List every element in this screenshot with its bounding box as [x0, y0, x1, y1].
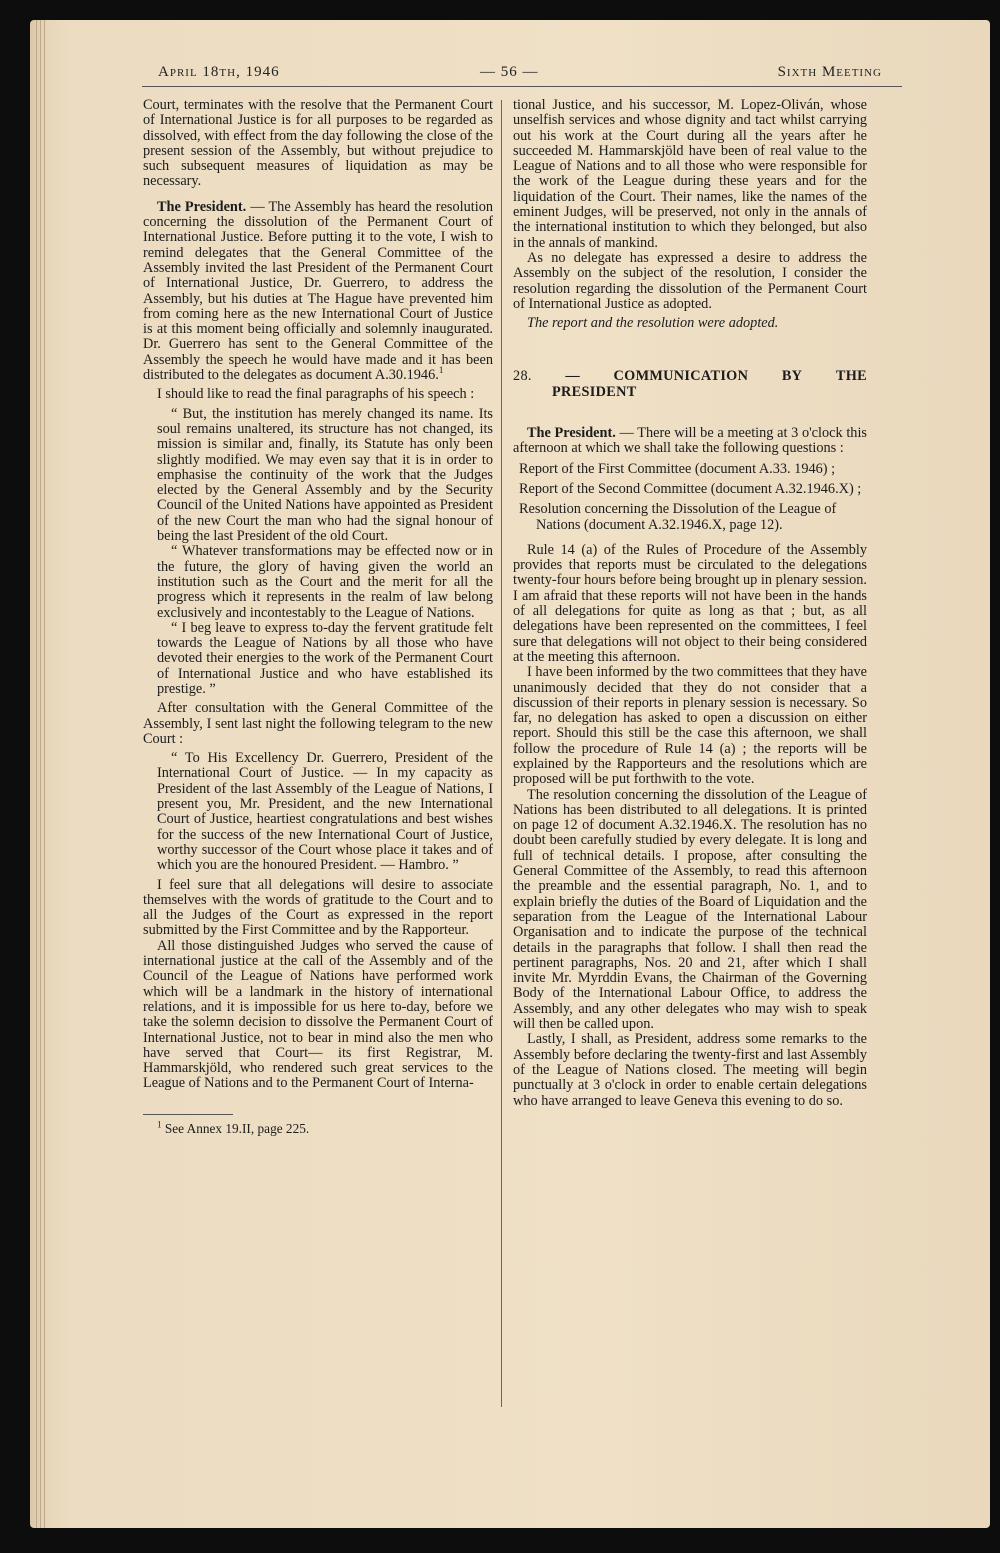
paragraph: All those distinguished Judges who served the cause of international justice at the call of the Assembly and of the Council of the League of Nations have performed work which will be a landmark in the history of international relations, and it is impossible for us here to-day, before we take the solemn decision to dissolve the Permanent Court of International Justice, not to bear in mind also the men who have served that Court— its first Registrar, M. Hammarskjöld, who rendered such great services to the League of Nations and to the Permanent Court of Interna-: [143, 937, 493, 1092]
paragraph: Court, terminates with the resolve that the Permanent Court of International Justice is for all purposes to be regarded as dissolved, with effect from the day following the close of the present session of the Assembly, but without prejudice to such subsequent measures of liquidation as may be necessary.: [143, 97, 493, 190]
quote-paragraph: “ To His Excellency Dr. Guerrero, President of the International Court of Justice. — In my capacity as President of the last Assembly of the League of Nations, I present you, Mr. President, and the new International Court of Justice, heartiest congratulations and best wishes for the success of the new International Court of Justice, worthy successor of the Court whose place it takes and of which you are the honoured President. — Hambro. ”: [157, 750, 493, 874]
column-divider: [501, 100, 502, 1407]
section-title-word: COMMUNICATION: [613, 368, 749, 385]
paragraph-text: — The Assembly has heard the resolution concerning the dissolution of the Permanent Court of International Justice. Before putting it to the vote, I wish to remind delegates that the General Committee of the Assembly invited the last President of the Permanent Court of International Justice, Dr. Guerrero, to address the Assembly, but his duties at The Hague have prevented him from coming here as the new International Court of Justice is at this moment being officially and solemnly inaugurated. Dr. Guerrero has sent to the General Committee of the Assembly the speech he would have made and it has been distributed to the delegates as document A.30.1946.: [143, 198, 493, 384]
paragraph: The resolution concerning the dissolution of the League of Nations has been distributed to all delegations. It is printed on page 12 of document A.32.1946.X. The resolution has no doubt been carefully studied by every delegate. It is long and full of technical details. I propose, after consulting the General Committee of the Assembly, to read this afternoon the preamble and the essential paragraph, No. 1, and to explain briefly the duties of the Board of Liquidation and the separation from the League of the International Labour Organisation and to indicate the purpose of the technical details in the paragraphs that follow. I shall then read the pertinent paragraphs, Nos. 20 and 21, after which I shall invite Mr. Myrddin Evans, the Chairman of the Governing Body of the International Labour Office, to address the Assembly, and any other delegates who may wish to speak will then be called upon.: [513, 786, 867, 1033]
section-title-word: BY: [781, 368, 803, 385]
page-edge-line: [36, 20, 37, 1528]
page-edge-line: [44, 20, 45, 1528]
speaker-name: The President.: [527, 425, 616, 442]
quote-paragraph: “ But, the institution has merely changed its name. Its soul remains unaltered, its structure has not changed, its mission is similar and, finally, its Statute has only been slightly modified. We may even say that it is in order to emphasise the continuity of the work that the Judges elected by the General Assembly and by the Security Council of the United Nations have appointed as President of the new Court the man who had the signal honour of being the last President of the old Court.: [157, 405, 493, 545]
agenda-item: Report of the Second Committee (document A.32.1946.X) ;: [519, 480, 862, 497]
footnote: [143, 1121, 493, 1136]
paragraph: After consultation with the General Committee of the Assembly, I sent last night the following telegram to the new Court :: [143, 700, 493, 747]
section-number: 28.: [513, 368, 532, 385]
agenda-item: Resolution concerning the Dissolution of the League of Nations (document A.32.1946.X, page 12).: [519, 501, 837, 533]
paragraph-text: — There will be a meeting at 3 o'clock this afternoon at which we shall take the following questions :: [513, 425, 867, 457]
header-rule: [142, 86, 902, 87]
paragraph: tional Justice, and his successor, M. Lopez-Oliván, whose unselfish services and whose dignity and tact whilst carrying out his work at the Court during all the years after he succeeded M. Hammarskjöld have been of real value to the League of Nations and to all those who were responsible for the work of the League during these years and for the liquidation of the Court. Their names, like the names of the eminent Judges, will be preserved, not only in the annals of the international institution to which they belonged, but also in the annals of mankind.: [513, 97, 867, 251]
footnote-rule: [143, 1114, 233, 1115]
paragraph: Rule 14 (a) of the Rules of Procedure of the Assembly provides that reports must be circulated to the delegations twenty-four hours before being brought up in plenary session. I am afraid that these reports will not have been in the hands of all delegations for quite as long as that ; but, as all delegations have been represented on the committees, I feel sure that delegations will not object to their being considered at the meeting this afternoon.: [513, 541, 867, 665]
paragraph: I feel sure that all delegations will desire to associate themselves with the words of gratitude to the Court and to all the Judges of the Court as expressed in the report submitted by the First Committee and by the Rapporteur.: [143, 876, 493, 939]
quote-paragraph: “ I beg leave to express to-day the fervent gratitude felt towards the League of Nations by all those who have devoted their energies to the work of the Permanent Court of International Justice and who have established its prestige. ”: [157, 619, 493, 697]
section-dash: —: [565, 368, 580, 385]
header-page-number: — 56 —: [480, 64, 539, 80]
paragraph: Lastly, I shall, as President, address some remarks to the Assembly before declaring the twenty-first and last Assembly of the League of Nations closed. The meeting will begin punctually at 3 o'clock in order to enable certain delegations who have arranged to leave Geneva this evening to do so.: [513, 1031, 867, 1109]
right-column: [513, 98, 867, 1109]
page-edge-line: [40, 20, 41, 1528]
adoption-note: The report and the resolution were adopted.: [527, 315, 779, 332]
paragraph: [143, 200, 493, 384]
quoted-speech: [143, 407, 493, 698]
paragraph: As no delegate has expressed a desire to address the Assembly on the subject of the resolution, I consider the resolution regarding the dissolution of the Permanent Court of International Justice as adopted.: [513, 249, 867, 312]
section-title-word: PRESIDENT: [552, 383, 637, 400]
speaker-name: The President.: [157, 198, 247, 215]
left-column: [143, 98, 493, 1136]
footnote-text: See Annex 19.II, page 225.: [161, 1120, 310, 1136]
section-title-word: THE: [835, 368, 867, 385]
header-date: April 18th, 1946: [158, 64, 280, 80]
paragraph: I should like to read the final paragraphs of his speech :: [157, 386, 475, 403]
agenda-item: Report of the First Committee (document A.33. 1946) ;: [519, 460, 836, 477]
paragraph: I have been informed by the two committees that they have unanimously decided that they do not consider that a discussion of their reports in plenary session is necessary. So far, no delegation has asked to open a discussion on either report. Should this still be the case this afternoon, we shall follow the procedure of Rule 14 (a) ; the reports will be explained by the Rapporteurs and the resolutions which are proposed will be put forthwith to the vote.: [513, 664, 867, 788]
header-meeting: Sixth Meeting: [777, 64, 882, 80]
quote-paragraph: “ Whatever transformations may be effected now or in the future, the glory of having given the world an institution such as the Court and the merit for all the progress which it represents in the realm of law belong exclusively and incontestably to the League of Nations.: [157, 543, 493, 621]
agenda-list: [513, 462, 867, 533]
section-heading: [513, 369, 867, 400]
footnote-reference: 1: [438, 365, 444, 376]
footnote-mark: 1: [157, 1119, 162, 1130]
telegram-quote: [143, 751, 493, 873]
paragraph: [513, 426, 867, 457]
